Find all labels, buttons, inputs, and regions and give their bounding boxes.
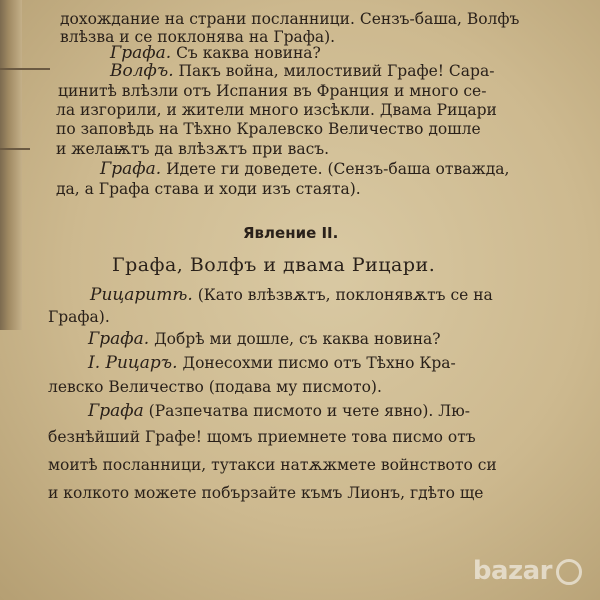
text-line: I. Рицаръ. Донесохми писмо отъ Тѣхно Кра- <box>88 353 456 373</box>
speaker-name: Рицаритѣ. <box>90 285 193 305</box>
text-line: да, а Графа става и ходи изъ стаята). <box>56 180 361 198</box>
text-line: безнѣйший Графе! щомъ приемнете това писмо отъ <box>48 428 476 446</box>
speaker-name: Графа. <box>88 329 150 349</box>
text-line: и желаѭтъ да влѣзѫтъ при васъ. <box>56 140 330 158</box>
text-line: и колкото можете побързайте къмъ Лионъ, гдѣто ще <box>48 484 484 502</box>
watermark-logo: bazar <box>473 556 582 586</box>
speaker-name: Графа. <box>100 159 162 179</box>
scene-heading: Явление II. <box>243 224 339 242</box>
text-line: Графа. Добрѣ ми дошле, съ каква новина? <box>88 329 441 349</box>
text-line: по заповѣдь на Тѣхно Кралевско Величество дошле <box>56 120 481 138</box>
text-line: Рицаритѣ. (Като влѣзвѫтъ, поклонявѫтъ се на <box>90 285 493 305</box>
speaker-name: Графа. <box>110 43 172 63</box>
watermark-circle-icon <box>556 559 582 585</box>
binding-thread <box>0 148 30 150</box>
speaker-name: I. Рицаръ. <box>88 353 178 373</box>
speaker-name: Графа <box>88 401 144 421</box>
text-line: Графа. Идете ги доведете. (Сензъ-баша отважда, <box>100 159 510 179</box>
book-binding <box>0 0 22 330</box>
text-line: Графа (Разпечатва писмото и чете явно). Лю- <box>88 401 470 421</box>
text-line: цинитѣ влѣзли отъ Испания въ Франция и много се- <box>58 82 487 100</box>
binding-thread <box>0 68 50 70</box>
text-line: Графа. Съ каква новина? <box>110 43 321 63</box>
speaker-name: Волфъ. <box>110 61 174 81</box>
text-line: левско Величество (подава му писмото). <box>48 378 382 396</box>
text-line: Волфъ. Пакъ война, милостивий Графе! Сара- <box>110 61 495 81</box>
text-line: моитѣ посланници, тутакси натѫжмете войнството си <box>48 456 497 474</box>
text-line: влѣзва и се поклонява на Графа). <box>60 28 336 46</box>
text-line: Графа). <box>48 308 110 326</box>
text-line: дохождание на страни посланници. Сензъ-баша, Волфъ <box>60 10 520 28</box>
text-line: ла изгорили, и жители много изсѣкли. Двама Рицари <box>56 101 497 119</box>
characters-heading: Графа, Волфъ и двама Рицари. <box>112 254 436 276</box>
